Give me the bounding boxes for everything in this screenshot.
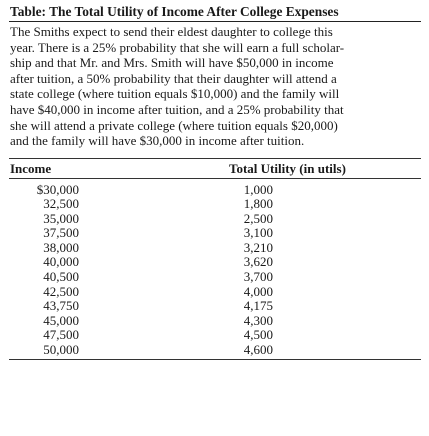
utility-cell	[79, 270, 421, 285]
utility-cell	[79, 255, 421, 270]
income-cell	[9, 178, 79, 197]
income-value: $30,000	[36, 181, 79, 197]
table-row	[9, 285, 421, 300]
utility-cell	[79, 285, 421, 300]
income-value: 43,750	[43, 298, 79, 314]
description-line: and the family will have $30,000 in income after tuition.	[10, 133, 305, 149]
header-total-utility: Total Utility (in utils)	[79, 161, 421, 179]
table-header-row	[9, 161, 421, 179]
description-line: have $40,000 in income after tuition, and a 25% probability that	[10, 101, 344, 117]
description-line: ship and that Mr. and Mrs. Smith will have $50,000 in income	[10, 55, 334, 71]
utility-cell	[79, 197, 421, 212]
utility-value: 4,300	[243, 312, 273, 328]
income-cell	[9, 241, 79, 256]
utility-table	[9, 161, 421, 358]
utility-value: 2,500	[243, 210, 273, 226]
description-line: The Smiths expect to send their eldest daughter to college this	[10, 24, 333, 39]
income-cell	[9, 270, 79, 285]
utility-cell	[79, 343, 421, 358]
utility-cell	[79, 328, 421, 343]
utility-value: 4,000	[243, 283, 273, 299]
income-cell	[9, 255, 79, 270]
description-rule	[9, 158, 421, 159]
income-value: 45,000	[43, 312, 79, 328]
utility-value: 4,600	[243, 341, 273, 357]
utility-value: 3,620	[243, 254, 273, 270]
income-cell	[9, 197, 79, 212]
table-row	[9, 299, 421, 314]
description-line: she will attend a private college (where tuition equals $20,000)	[10, 117, 338, 133]
income-value: 38,000	[43, 239, 79, 255]
utility-value: 1,800	[243, 196, 273, 212]
table-row	[9, 328, 421, 343]
table-row	[9, 178, 421, 197]
income-cell	[9, 226, 79, 241]
table-row	[9, 270, 421, 285]
table-row	[9, 255, 421, 270]
description-line: after tuition, a 50% probability that their daughter will attend a	[10, 70, 337, 86]
title-rule	[9, 21, 421, 22]
income-cell	[9, 328, 79, 343]
table-row	[9, 314, 421, 329]
utility-value: 3,100	[243, 225, 273, 241]
income-value: 42,500	[43, 283, 79, 299]
table-body	[9, 178, 421, 357]
income-value: 50,000	[43, 341, 79, 357]
income-value: 35,000	[43, 210, 79, 226]
income-value: 40,500	[43, 269, 79, 285]
income-cell	[9, 299, 79, 314]
utility-cell	[79, 212, 421, 227]
income-value: 40,000	[43, 254, 79, 270]
utility-value: 3,210	[243, 239, 273, 255]
table-row	[9, 241, 421, 256]
income-cell	[9, 314, 79, 329]
income-cell	[9, 212, 79, 227]
income-cell	[9, 343, 79, 358]
income-value: 47,500	[43, 327, 79, 343]
utility-cell	[79, 314, 421, 329]
income-value: 37,500	[43, 225, 79, 241]
utility-cell	[79, 178, 421, 197]
header-income: Income	[9, 161, 79, 179]
table-row	[9, 197, 421, 212]
utility-value: 4,500	[243, 327, 273, 343]
table-description	[9, 24, 421, 149]
income-cell	[9, 285, 79, 300]
income-value: 32,500	[43, 196, 79, 212]
utility-value: 3,700	[243, 269, 273, 285]
utility-cell	[79, 299, 421, 314]
table-row	[9, 212, 421, 227]
utility-cell	[79, 226, 421, 241]
table-title: Table: The Total Utility of Income After College Expenses	[10, 4, 339, 19]
description-line: state college (where tuition equals $10,000) and the family will	[10, 86, 340, 102]
table-row	[9, 226, 421, 241]
description-line: year. There is a 25% probability that she will earn a full scholar-	[10, 39, 345, 55]
utility-value: 4,175	[243, 298, 273, 314]
table-bottom-rule	[9, 359, 421, 360]
table-row	[9, 343, 421, 358]
utility-value: 1,000	[243, 181, 273, 197]
utility-cell	[79, 241, 421, 256]
